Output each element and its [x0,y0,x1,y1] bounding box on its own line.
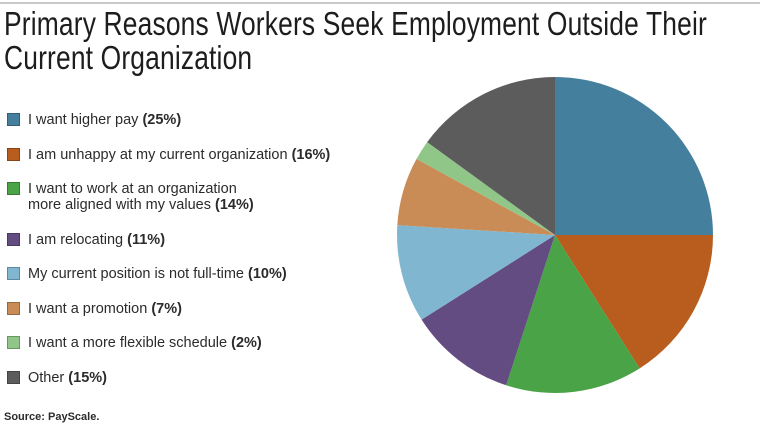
chart-title-line-1: Primary Reasons Workers Seek Employment Outside Their [4,5,707,42]
legend-percent: (11%) [127,231,166,248]
legend-percent: (16%) [291,146,331,163]
source-note: Source: PayScale. [4,411,100,423]
legend-percent: (7%) [151,300,182,317]
legend-percent: (14%) [214,197,254,213]
chart-title-line-2: Current Organization [4,39,253,76]
legend-percent: (10%) [248,266,287,282]
legend-label: Other (15%) [28,369,107,386]
legend-label: I want a promotion (7%) [28,300,182,317]
legend-percent: (2%) [231,335,262,351]
pie-slice [555,77,713,235]
legend-label: I am unhappy at my current organization (16%) [28,146,331,163]
legend-label: I am relocating (11%) [28,231,166,248]
legend-label: I want to work at an organization more aligned with my values (14%) [28,181,254,213]
legend-percent: (25%) [142,112,182,128]
legend-label: My current position is not full-time (10%) [28,266,287,282]
legend-label: I want a more flexible schedule (2%) [28,335,262,351]
legend-percent: (15%) [68,369,107,386]
legend-label: I want higher pay (25%) [28,112,182,128]
